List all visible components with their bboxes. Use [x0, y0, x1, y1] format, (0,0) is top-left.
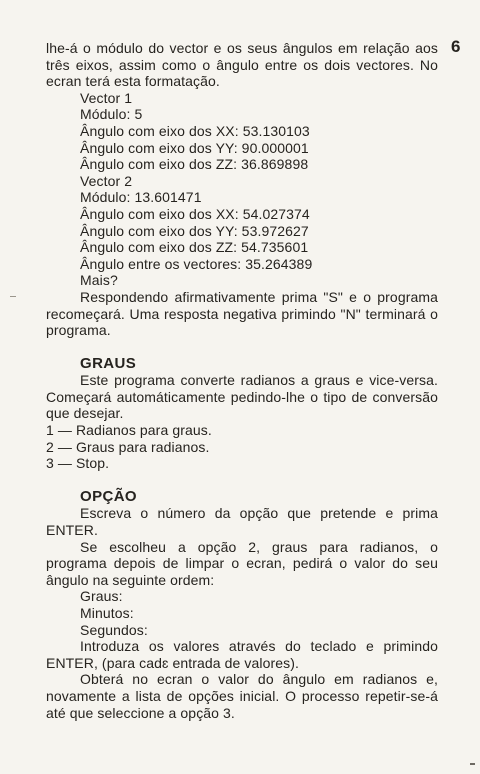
margin-mark [10, 296, 16, 297]
opcao-paragraph-2: Se escolheu a opção 2, graus para radianos, o programa depois de limpar o ecran, pedirá o valor do seu ângulo na seguinte ordem: [46, 538, 438, 588]
opcao-paragraph-1: Escreva o número da opção que pretende e prima ENTER. [46, 505, 438, 539]
section-heading-graus: GRAUS [80, 354, 137, 372]
angle-order-list [46, 588, 438, 638]
conversion-options-list [46, 422, 438, 472]
output-line: Ângulo com eixo dos XX: 54.027374 [80, 205, 310, 222]
conversion-option: 1 — Radianos para graus. [46, 422, 212, 439]
output-line: Ângulo entre os vectores: 35.264389 [80, 255, 313, 272]
output-line: Ângulo com eixo dos ZZ: 36.869898 [80, 156, 309, 173]
output-line: Ângulo com eixo dos ZZ: 54.735601 [80, 239, 309, 256]
angle-order-item: Segundos: [80, 621, 148, 638]
conversion-option: 3 — Stop. [46, 455, 110, 472]
opcao-paragraph-4: Obterá no ecran o valor do ângulo em radianos e, novamente a lista de opções inicial. O processo repetir-se-á até que seleccione a opção 3. [46, 671, 438, 721]
intro-paragraph: lhe-á o módulo do vector e os seus ângulos em relação aos três eixos, assim como o ângulo entre os dois vectores. No ecran terá esta formatação. [46, 40, 438, 90]
opcao-paragraph-3: Introduza os valores através do teclado e primindo ENTER, (para cadɛ entrada de valores). [46, 638, 438, 671]
output-line: Módulo: 13.601471 [80, 189, 202, 206]
output-line: Ângulo com eixo dos YY: 90.000001 [80, 139, 309, 156]
angle-order-item: Graus: [80, 588, 123, 605]
page-body [46, 40, 438, 721]
section-heading-opcao: OPÇÃO [80, 487, 138, 505]
page-number: 6 [451, 37, 461, 56]
output-line: Mais? [80, 272, 118, 289]
output-line: Módulo: 5 [80, 106, 143, 123]
output-line: Ângulo com eixo dos YY: 53.972627 [80, 222, 309, 239]
output-line: Vector 2 [80, 172, 133, 189]
output-example-list [46, 90, 438, 289]
output-line: Ângulo com eixo dos XX: 53.130103 [80, 122, 310, 139]
conversion-option: 2 — Graus para radianos. [46, 438, 210, 455]
output-line: Vector 1 [80, 89, 133, 106]
corner-mark [470, 763, 475, 765]
graus-paragraph: Este programa converte radianos a graus e vice-versa. Começará automáticamente pedindo-lhe o tipo de conversão que desejar. [46, 372, 438, 422]
answer-paragraph: Respondendo afirmativamente prima "S" e o programa recomeçará. Uma resposta negativa primindo "N" terminará o programa. [46, 288, 438, 339]
angle-order-item: Minutos: [80, 605, 134, 621]
